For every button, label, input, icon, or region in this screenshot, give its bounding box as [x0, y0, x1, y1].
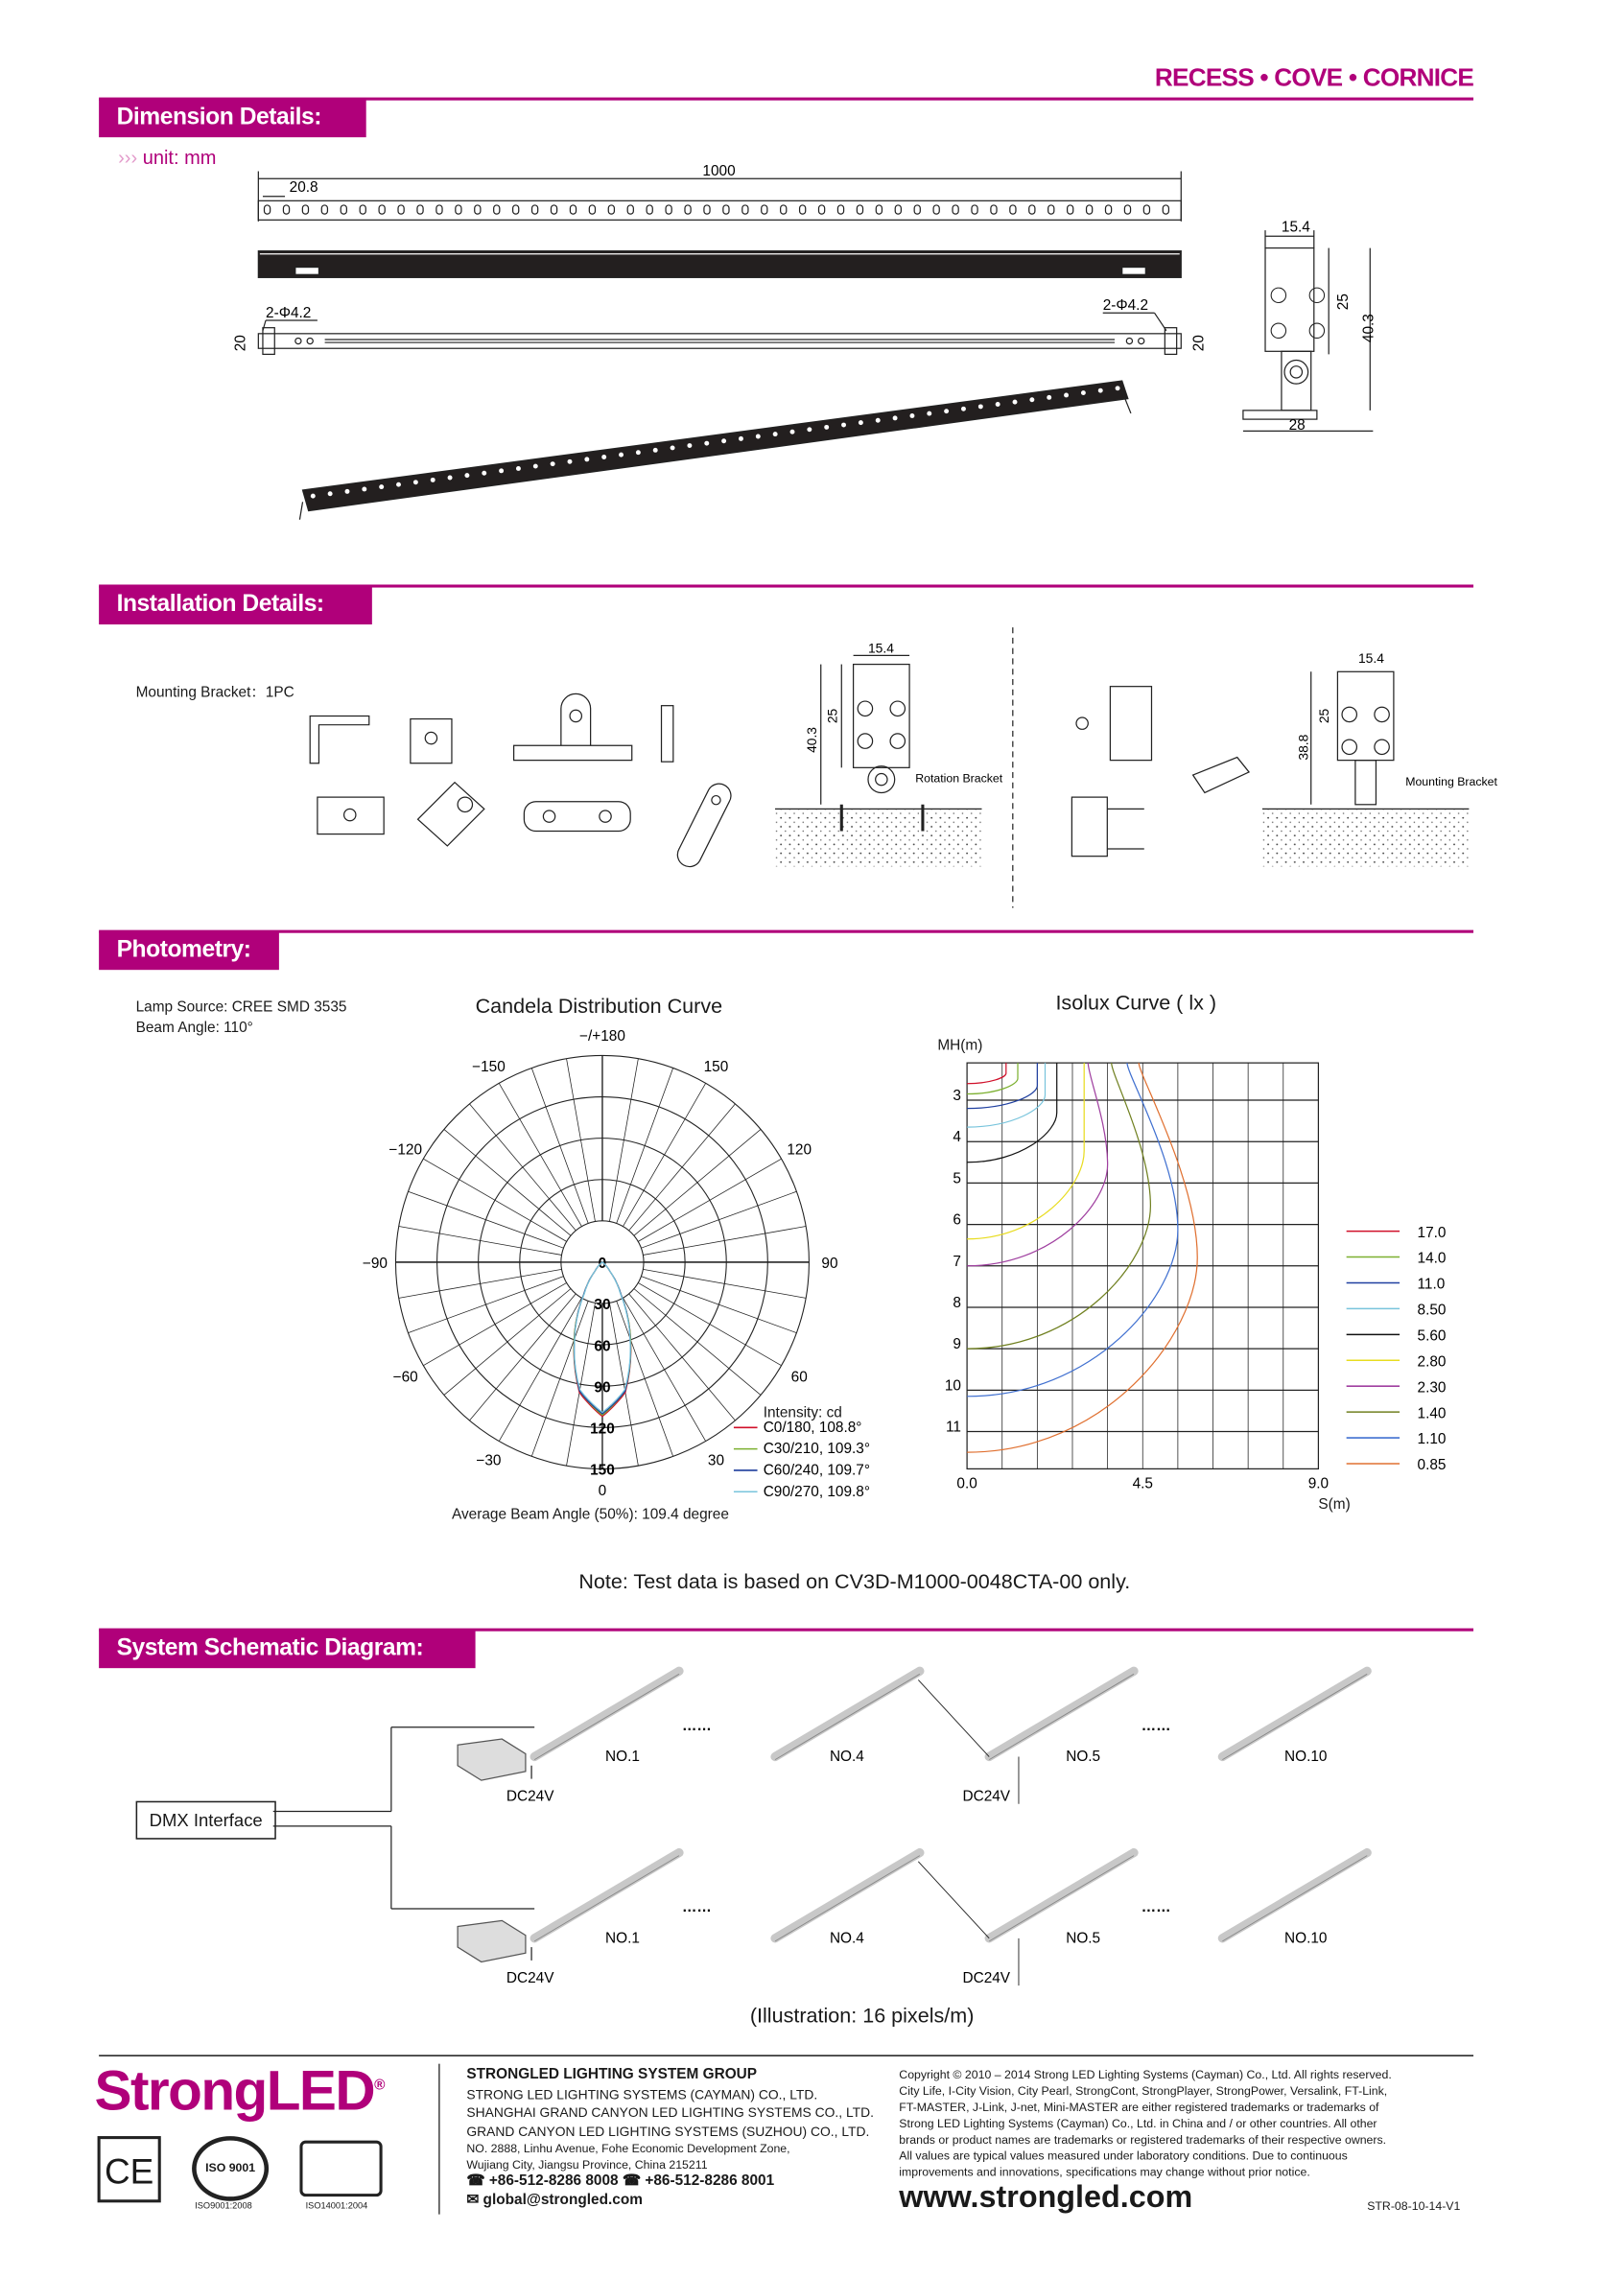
header-tagline: RECESS • COVE • CORNICE — [1154, 63, 1474, 92]
polar-angle-label: −120 — [388, 1141, 423, 1159]
inst-dim-width: 15.4 — [867, 640, 894, 656]
bracket-count: Mounting Bracket：1PC — [135, 685, 294, 702]
led-bar-edge — [1222, 1674, 1367, 1759]
cert-iso9001: ISO9001:2008 — [195, 2202, 252, 2212]
polar-angle-label: 150 — [703, 1058, 729, 1075]
website-link[interactable]: www.strongled.com — [899, 2180, 1193, 2215]
isolux-legend-label: 17.0 — [1417, 1224, 1447, 1241]
isolux-y-tick: 4 — [953, 1129, 961, 1146]
polar-angle-label: 60 — [790, 1369, 808, 1386]
power-supply-icon — [458, 1920, 526, 1961]
schematic-caption: (Illustration: 16 pixels/m) — [749, 2003, 975, 2028]
iso14001-badge-icon — [299, 2141, 382, 2196]
isolux-y-tick: 8 — [953, 1294, 961, 1311]
dim-end-base: 28 — [1288, 416, 1306, 434]
copyright-line: improvements and innovations, specifications may change without prior notice. — [899, 2165, 1310, 2179]
isolux-legend-label: 2.80 — [1417, 1353, 1447, 1371]
inst-dim-h4: 25 — [1316, 708, 1332, 724]
isolux-x-tick: 0.0 — [956, 1475, 977, 1492]
led-bar-fixture — [534, 1671, 679, 1756]
wire — [918, 1862, 989, 1938]
isolux-legend-label: 11.0 — [1417, 1276, 1446, 1293]
isolux-legend-label: 8.50 — [1417, 1302, 1447, 1319]
polar-bottom-label: 0 — [598, 1483, 607, 1500]
isolux-y-tick: 6 — [953, 1211, 961, 1229]
led-bar-fixture — [989, 1853, 1134, 1938]
psu-label: DC24V — [962, 1788, 1011, 1805]
iso9001-badge-icon: ISO 9001 — [192, 2136, 269, 2201]
inst-dim-h3: 38.8 — [1295, 734, 1311, 761]
lamp-number: NO.4 — [829, 1749, 864, 1766]
dim-end-height-left: 20 — [232, 335, 249, 352]
unit-text: unit: mm — [142, 146, 217, 169]
document-code: STR-08-10-14-V1 — [1367, 2199, 1461, 2214]
dim-length: 1000 — [702, 163, 736, 180]
isolux-legend-label: 2.30 — [1417, 1379, 1447, 1397]
polar-radial-tick: 150 — [590, 1462, 615, 1479]
logo-text: StrongLED — [94, 2060, 375, 2124]
polar-angle-label: −150 — [472, 1058, 506, 1075]
lamp-number: NO.1 — [605, 1930, 640, 1947]
led-bar-fixture — [775, 1853, 920, 1938]
polar-angle-label: 120 — [787, 1141, 812, 1159]
copyright-line: Copyright © 2010 – 2014 Strong LED Lighting Systems (Cayman) Co., Ltd. All rights reserved. — [899, 2068, 1392, 2082]
polar-chart-title: Candela Distribution Curve — [475, 993, 723, 1018]
continuation-dots: …… — [682, 1899, 712, 1916]
isolux-legend-label: 14.0 — [1417, 1250, 1447, 1267]
lamp-number: NO.10 — [1284, 1930, 1328, 1947]
led-bar-fixture — [775, 1671, 920, 1756]
copyright-line: Strong LED Lighting Systems (Cayman) Co., Ltd. in China and / or other countries. All other — [899, 2117, 1377, 2130]
isolux-legend-label: 5.60 — [1417, 1327, 1447, 1345]
isolux-y-tick: 7 — [953, 1253, 961, 1270]
led-bar-edge — [534, 1856, 679, 1941]
dim-hole-left: 2-Φ4.2 — [266, 304, 312, 321]
address-2: Wujiang City, Jiangsu Province, China 215211 — [466, 2158, 708, 2172]
polar-legend-label: C60/240, 109.7° — [763, 1462, 871, 1479]
isolux-y-tick: 3 — [953, 1088, 961, 1105]
led-bar-edge — [775, 1856, 920, 1941]
dmx-interface-box: DMX Interface — [136, 1801, 276, 1840]
tel: +86-512-8286 8008 — [488, 2172, 619, 2190]
polar-angle-label: 30 — [707, 1452, 725, 1469]
company-block — [466, 2067, 874, 2210]
led-bar-edge — [989, 1674, 1134, 1759]
psu-label: DC24V — [506, 1788, 554, 1805]
dim-pitch: 20.8 — [289, 179, 318, 197]
led-bar-edge — [775, 1674, 920, 1759]
inst-dim-h1: 40.3 — [804, 726, 820, 753]
company-2: SHANGHAI GRAND CANYON LED LIGHTING SYSTEMS CO., LTD. — [466, 2104, 874, 2121]
copyright-line: All values are typical values measured under laboratory conditions. Due to continuous — [899, 2149, 1348, 2163]
led-bar-edge — [534, 1674, 679, 1759]
polar-radial-tick: 60 — [594, 1338, 611, 1355]
email-link[interactable]: global@strongled.com — [482, 2191, 643, 2208]
isolux-legend-label: 1.40 — [1417, 1405, 1447, 1422]
mounting-bracket-label: Mounting Bracket — [1405, 774, 1497, 788]
dim-end-width: 15.4 — [1281, 219, 1310, 236]
psu-label: DC24V — [962, 1969, 1011, 1986]
isolux-legend-label: 1.10 — [1417, 1431, 1447, 1448]
continuation-dots: …… — [1141, 1717, 1171, 1734]
isolux-y-tick: 5 — [953, 1170, 961, 1187]
address-1: NO. 2888, Linhu Avenue, Fohe Economic Development Zone, — [466, 2142, 790, 2156]
polar-angle-label: −30 — [476, 1452, 502, 1469]
inst-dim-h2: 25 — [824, 708, 840, 724]
section-title-schematic: System Schematic Diagram: — [99, 1630, 475, 1668]
beam-angle: Beam Angle: 110° — [135, 1020, 253, 1037]
test-note: Note: Test data is based on CV3D-M1000-0048CTA-00 only. — [578, 1569, 1131, 1593]
phone-icon: ☎ — [466, 2172, 485, 2190]
psu-label: DC24V — [506, 1969, 554, 1986]
dim-end-h2: 40.3 — [1360, 314, 1377, 343]
wire — [918, 1679, 989, 1756]
footer-divider — [99, 2055, 1473, 2056]
isolux-xlabel: S(m) — [1318, 1496, 1351, 1514]
copyright-line: brands or product names are trademarks or registered trademarks of their respective owners. — [899, 2132, 1387, 2147]
isolux-ylabel: MH(m) — [937, 1037, 983, 1054]
polar-angle-label: −60 — [392, 1369, 418, 1386]
dim-end-height-right: 20 — [1190, 335, 1208, 352]
dim-end-h1: 25 — [1335, 294, 1353, 311]
polar-legend-label: C90/270, 109.8° — [763, 1483, 871, 1500]
rotation-bracket-label: Rotation Bracket — [915, 771, 1003, 786]
polar-radial-tick: 90 — [594, 1379, 611, 1397]
company-3: GRAND CANYON LED LIGHTING SYSTEMS (SUZHOU) CO., LTD. — [466, 2123, 870, 2139]
lamp-number: NO.10 — [1284, 1749, 1328, 1766]
copyright-line: City Life, I-City Vision, City Pearl, StrongCont, StrongPlayer, StrongPower, Versalink, FT-Link, — [899, 2084, 1388, 2099]
lamp-number: NO.1 — [605, 1749, 640, 1766]
fax-icon: ☎ — [622, 2172, 642, 2190]
section-title-installation: Installation Details: — [99, 586, 372, 624]
dim-hole-right: 2-Φ4.2 — [1102, 297, 1149, 315]
inst-dim-width-2: 15.4 — [1357, 650, 1384, 667]
company-1: STRONG LED LIGHTING SYSTEMS (CAYMAN) CO., LTD. — [466, 2086, 818, 2102]
section-title-photometry: Photometry: — [99, 931, 279, 970]
polar-legend-label: C30/210, 109.3° — [763, 1441, 871, 1458]
led-bar-fixture — [989, 1671, 1134, 1756]
section-title-dimension: Dimension Details: — [99, 99, 366, 137]
led-bar-edge — [1222, 1856, 1367, 1941]
strongled-logo: StrongLED® — [94, 2060, 384, 2124]
polar-unit: Intensity: cd — [763, 1405, 842, 1422]
email-icon: ✉ — [466, 2191, 480, 2208]
polar-radial-tick: 120 — [590, 1421, 615, 1438]
isolux-y-tick: 11 — [945, 1419, 961, 1436]
continuation-dots: …… — [1141, 1899, 1171, 1916]
lamp-source: Lamp Source: CREE SMD 3535 — [135, 998, 347, 1016]
polar-footer: Average Beam Angle (50%): 109.4 degree — [451, 1507, 729, 1524]
led-bar-fixture — [534, 1853, 679, 1938]
lamp-number: NO.5 — [1066, 1930, 1101, 1947]
continuation-dots: …… — [682, 1717, 712, 1734]
isolux-y-tick: 10 — [944, 1377, 961, 1395]
chevrons-icon: ››› — [118, 146, 138, 169]
lamp-number: NO.4 — [829, 1930, 864, 1947]
isolux-x-tick: 9.0 — [1307, 1475, 1330, 1492]
isolux-legend-label: 0.85 — [1417, 1457, 1447, 1474]
power-supply-icon — [458, 1739, 526, 1780]
fax: +86-512-8286 8001 — [645, 2172, 775, 2190]
isolux-x-tick: 4.5 — [1132, 1475, 1153, 1492]
copyright-line: FT-MASTER, J-Link, J-net, Mini-MASTER are either registered trademarks or trademarks of — [899, 2101, 1379, 2114]
polar-radial-tick: 0 — [598, 1256, 607, 1273]
isolux-y-tick: 9 — [953, 1336, 961, 1353]
lamp-number: NO.5 — [1066, 1749, 1101, 1766]
polar-legend-label: C0/180, 108.8° — [763, 1419, 862, 1436]
ce-mark-icon: CE — [98, 2136, 161, 2202]
group-name: STRONGLED LIGHTING SYSTEM GROUP — [466, 2066, 758, 2083]
led-bar-edge — [989, 1856, 1134, 1941]
polar-radial-tick: 30 — [594, 1297, 611, 1314]
led-bar-fixture — [1222, 1671, 1367, 1756]
led-bar-fixture — [1222, 1853, 1367, 1938]
copyright-block — [899, 2067, 1391, 2181]
footer-separator — [438, 2064, 440, 2215]
isolux-chart-title: Isolux Curve ( lx ) — [1055, 990, 1217, 1015]
polar-angle-label: 90 — [821, 1256, 838, 1273]
cert-iso14001: ISO14001:2004 — [305, 2202, 368, 2212]
polar-angle-label: −90 — [362, 1256, 388, 1273]
polar-angle-label: −/+180 — [579, 1028, 625, 1045]
